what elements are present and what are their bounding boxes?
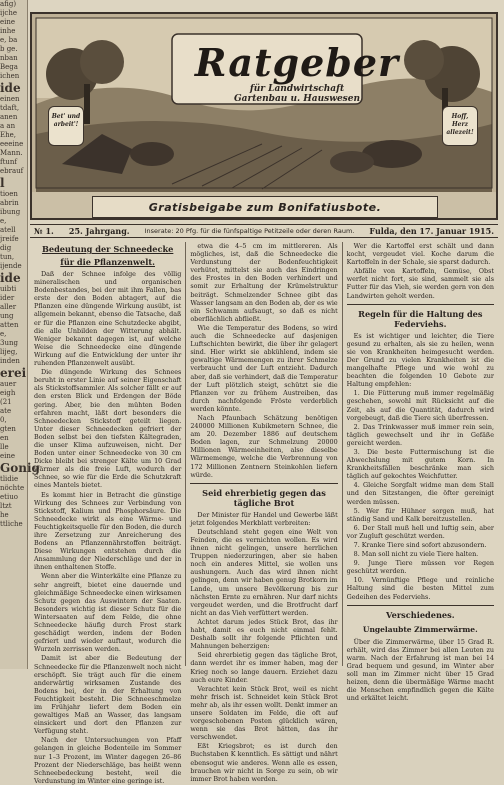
- issue-year: 25. Jahrgang.: [68, 226, 130, 236]
- paragraph: Eßt Kriegsbrot; es ist durch den Buchstaben K kenntlich. Es sättigt und nährt ebensogut wie anderes. Wenn alle es essen, brauchen wir nicht in Sorge zu sein, ob wir immer Brot haben werden.: [190, 742, 338, 783]
- strip-bold-line: erei: [0, 366, 27, 380]
- strip-line: ibung: [0, 208, 21, 216]
- strip-line: ttliche: [0, 520, 23, 528]
- paragraph: Nach Pfaunbach Schätzung benötigen 240000 Millionen Kubikmetern Schnee, die am 20. Dezember 1886 auf deutschem Boden lagen, zur Schmelzung 20000 Millionen Wärmeeinheiten, also dieselbe Wärmemenge, welche die Verbrennung von 172 Millionen Zentnern Steinkohlen liefern würde.: [190, 413, 338, 479]
- paragraph: Wenn aber die Winterkälte eine Pflanze zu sehr angreift, bietet eine dauernde und gleichmäßige Schneedecke einen wirksamen Schutz gegen das Auswintern der Saaten. Besonders wichtig ist dieser Schutz für die Wintersaaten auf dem Felde, die ohne Schneedecke häufig durch Frost stark geschädigt werden, indem der Boden gefriert und wieder auftaut, wodurch die Wurzeln zerrissen werden.: [34, 572, 182, 654]
- strip-line: ichen: [0, 72, 20, 80]
- strip-line: nban: [0, 54, 18, 62]
- paragraph: 1. Die Fütterung muß immer regelmäßig geschehen, sowohl mit Rücksicht auf die Zeit, als auf die Quantität, dadurch wird vorgebeugt, daß die Tiere sich überfressen.: [346, 389, 494, 422]
- paragraph: Seid ehrerbietig gegen das tägliche Brot, dann werdet ihr es immer haben, mag der Krieg noch so lange dauern. Erziehet dazu auch eure Kinder.: [190, 651, 338, 684]
- strip-line: lijeg,: [0, 348, 18, 356]
- col3-divider-1: [347, 304, 494, 305]
- column-2: [185, 242, 341, 783]
- strip-line: afig): [0, 0, 17, 8]
- paragraph: 5. Wer für Hühner sorgen muß, hat ständig Sand und Kalk bereitzustellen.: [346, 506, 494, 523]
- col2-heading: Seid ehrerbietig gegen das tägliche Brot: [202, 487, 326, 508]
- issue-info-bar: [30, 224, 498, 238]
- strip-line: ebrauf: [0, 167, 24, 175]
- strip-line: Ehe,: [0, 131, 16, 139]
- strip-line: 0,: [0, 416, 7, 424]
- column-1: [30, 242, 185, 785]
- strip-line: ijche: [0, 9, 17, 17]
- strip-line: a an: [0, 122, 16, 130]
- masthead-title: Ratgeber: [194, 40, 400, 85]
- strip-line: ate: [0, 407, 12, 415]
- masthead-subtitle-2: Gartenbau u. Hauswesen: [233, 94, 361, 104]
- paragraph: Es ist wichtiger und leichter, die Tiere gesund zu erhalten, als sie zu heilen, wenn sie von Krankheiten heimgesucht werden. Der Grund zu vielen Krankheiten ist die mangelhafte Pflege und wie wohl zu beachten die folgenden 10 Gebote zur Haltung empfehlen:: [346, 331, 494, 389]
- strip-line: anen: [0, 113, 18, 121]
- strip-line: einen: [0, 95, 20, 103]
- strip-bold-line: ide: [0, 81, 21, 95]
- strip-line: tlidie: [0, 475, 19, 483]
- col1-heading-2: für die Pflanzenwelt.: [60, 257, 156, 267]
- col1-heading-1: Bedeutung der Schneedecke: [41, 244, 174, 254]
- paragraph: etwa die 4–5 cm im mittlereren. Als mögliches, ist, daß die Schneedecke die Verdunstung der Bodenfeuchtigkeit verhütet, mittelst sie auch das Eindringen des Frostes in den Boden verhindert und somit zur Erhaltung der Krümelstruktur beiträgt. Schmelzender Schnee gibt das Wasser langsam an den Boden ab, der es wie ein Schwamm aufsaugt, so daß es nicht oberflächlich abfließt.: [190, 242, 338, 323]
- strip-line: (21: [0, 398, 12, 406]
- article-columns: [30, 242, 498, 785]
- strip-line: en: [0, 434, 9, 442]
- strip-line: e,: [0, 217, 7, 225]
- paragraph: Die düngende Wirkung des Schnees beruht in erster Linie auf seiner Eigenschaft als Stickstoffsammler. Als solcher fällt er auf den ersten Blick und Erdengen der Böde gering. Aber, bie den mühten Boden erfahren macht, läßt dort besonders die Schneedecken Stickstoff geteilt liegen. Unter dieser Schneedecken gefriert der Boden selbst bei den tiefsten Kältegraden, die unser Klima aufzuweisen, nicht. Der Boden unter einer Schneedecke von 30 cm Dicke bleibt bei strenger Kälte um 10 Grad wärmer als die freie Luft, wodurch der Schnee, so wie für die Erde die Schutzkraft eines Mantels bietet.: [34, 368, 182, 490]
- motto-left-box: [48, 106, 84, 146]
- strip-line: inden: [0, 357, 20, 365]
- col3-heading: Regeln für die Haltung des Federviehs.: [358, 308, 483, 329]
- paragraph: Damit ist aber die Bedeutung der Schneedecke für die Pflanzenwelt noch nicht erschöpft. Sie trägt auch für die einem anderwärtig wirksamen Zustande des Bodens bei, der in der Erhaltung von Feuchtigkeit besteht. Die Schneeschmelze im Frühjahr liefert dem Boden ein gewaltiges Maß an Wasser, das langsam einsickert und dort den Pflanzen zur Verfügung steht.: [34, 654, 182, 736]
- place-date: Fulda, den 17. Januar 1915.: [369, 226, 494, 236]
- col2-body-bottom: [190, 511, 337, 783]
- strip-line: tioen: [0, 190, 18, 198]
- strip-line: eigh: [0, 389, 16, 397]
- strip-line: b ge.: [0, 45, 18, 53]
- paragraph: Nach der Untersuchungen von Pfaff gelangen in gleiche Bodenteile im Sommer nur 1–3 Prozent, im Winter dagegen 26–86 Prozent der Niederschläge, bas heißt wenn Schneebedeckung besteht, weil die Verdunstung im Winter eine geringe ist.: [34, 736, 182, 785]
- motto-right-box: [442, 106, 478, 146]
- strip-line: ftunf: [0, 158, 18, 166]
- strip-line: ltzt: [0, 502, 12, 510]
- masthead: [30, 12, 498, 220]
- paragraph: 7. Kranke Tiere sind sofort abzusondern.: [353, 541, 487, 549]
- col1-body: [34, 270, 181, 785]
- masthead-subtitle-1: für Landwirtschaft: [249, 84, 345, 94]
- motto-right-text: Hoff, Herz allezeit!: [446, 113, 474, 136]
- col3-body-bottom: [347, 638, 494, 703]
- strip-line: eeeine: [0, 140, 24, 148]
- strip-line: etiuo: [0, 493, 18, 501]
- ad-rate: Inserate: 20 Pfg. für die fünfspaltige Petitzeile oder deren Raum.: [144, 227, 355, 235]
- paragraph: 3. Die beste Futtermischung ist die Abwechslung mit gutem Korn. In Krankheitsfällen beschränke man sich täglich auf gekochtes Weichfutter.: [346, 447, 494, 481]
- masthead-banner: [92, 196, 438, 218]
- strip-line: auer: [0, 380, 17, 388]
- strip-line: eine: [0, 18, 16, 26]
- col3-heading-2: Verschiedenes.: [386, 609, 455, 620]
- strip-line: e, ba: [0, 36, 18, 44]
- strip-line: ung: [0, 312, 14, 320]
- column-3: [342, 242, 498, 703]
- col2-divider: [190, 483, 337, 484]
- strip-line: tdaft,: [0, 104, 20, 112]
- paragraph: 9. Junge Tiere müssen vor Regen geschützt werden.: [346, 559, 494, 576]
- paragraph: Abfälle von Kartoffeln, Gemüse, Obst werfet nicht fort, sie sind, sammelt sie als Futter für das Vieh, sie werden gern von den Landwirten geholt werden.: [346, 267, 494, 300]
- strip-line: gten: [0, 425, 16, 433]
- strip-line: e,: [0, 330, 7, 338]
- strip-bold-line: Gonig: [0, 461, 40, 475]
- strip-line: he: [0, 511, 9, 519]
- strip-line: eine: [0, 452, 16, 460]
- paragraph: Verachtet kein Stück Brot, weil es nicht mehr frisch ist. Schneidet kein Stück Brot mehr ab, als ihr essen wollt. Denkt immer an unsere Soldaten im Felde, die oft auf vorgeschobenen Posten glücklich wären, wenn sie das Brot hätten, das ihr verschwendet.: [190, 684, 338, 742]
- strip-line: aller: [0, 303, 17, 311]
- strip-line: uibti: [0, 285, 17, 293]
- paragraph: 10. Vernünftige Pflege und reinliche Haltung sind die besten Mittel zum Gedeihen des Federviehs.: [346, 576, 494, 601]
- paragraph: 4. Gleiche Sorgfalt widme man dem Stall und den Sitzstangen, die öfter gereinigt werden müssen.: [346, 481, 494, 506]
- issue-number: № 1.: [34, 226, 54, 236]
- masthead-title-block: [182, 40, 412, 104]
- strip-line: atten: [0, 321, 19, 329]
- paragraph: 8. Man soll nicht zu viele Tiere halten.: [353, 550, 479, 559]
- paragraph: Wie die Temperatur des Bodens, so wird auch die Schneedecke auf dasjenigen Luftschichten bewirkt, die über ihr gelagert sind. Hier wirkt sie abkühlend, indem sie gewaltige Wärmemengen zu ihrer Schmelze verbraucht und der Luft entzieht. Dadurch aber, daß sie verhindert, daß die Temperatur der Luft plötzlich steigt, schützt sie die Pflanzen vor zu frühem Austreiben, das durch nachfolgende Fröste verderblich werden könnte.: [190, 323, 338, 413]
- strip-line: ijende: [0, 262, 22, 270]
- strip-line: Bega: [0, 63, 18, 71]
- strip-line: 3ung: [0, 339, 18, 347]
- strip-line: inhe: [0, 27, 16, 35]
- adjacent-page-strip: [0, 0, 40, 669]
- strip-bold-line: ide: [0, 271, 21, 285]
- strip-line: ider: [0, 294, 15, 302]
- col3-divider-2: [347, 605, 494, 606]
- paragraph: 6. Der Stall muß hell und luftig sein, aber vor Zugluft geschützt werden.: [346, 523, 494, 540]
- paragraph: Der Minister für Handel und Gewerbe läßt jetzt folgendes Merkblatt verbreiten:: [190, 510, 338, 527]
- motto-left-text: Bet' und arbeit'!: [51, 113, 81, 128]
- strip-line: dig: [0, 244, 12, 252]
- strip-line: tun,: [0, 253, 15, 261]
- masthead-banner-text: Gratisbeigabe zum Bonifatiusbote.: [148, 200, 382, 214]
- strip-bold-line: l: [0, 176, 5, 190]
- paragraph: Wer die Kartoffel erst schält und dann kocht, vergeudet viel. Koche darum die Kartoffeln in der Schale, sie sparst dadurch.: [346, 242, 494, 267]
- paragraph: Über die Zimmerwärme, über 15 Grad R. erhält, wird das Zimmer bei allen Leuten zu warm. Nach der Erfahrung ist man bei 14 Grad bequem und gesund, im Winter aber soll man im Zimmer nicht über 15 Grad heizen, denn die übermäßige Wärme macht die Menschen empfindlich gegen die Kälte und erkältet leicht.: [346, 637, 494, 703]
- paragraph: Deutschland steht gegen eine Welt von Feinden, die es vernichten wollen. Es wird ihnen nicht gelingen, unsere herrlichen Truppen niederzuringen, aber sie haben noch ein anderes Mittel, sie wollen uns aushungern. Auch das wird ihnen nicht gelingen, denn wir haben genug Brotkorn im Lande, um unsere Bevölkerung bis zur nächsten Ernte zu ernähren. Nur darf nichts vergeudet werden, und die Brotfrucht darf nicht an das Vieh verfüttert werden.: [190, 527, 338, 617]
- col2-body-top: [190, 242, 337, 479]
- paragraph: 2. Das Trinkwasser muß immer rein sein, täglich gewechselt und ihr in Gefäße gereicht werden.: [346, 422, 494, 447]
- col3-body-top: [347, 242, 494, 300]
- strip-line: jreife: [0, 235, 19, 243]
- strip-line: lle: [0, 443, 9, 451]
- strip-line: atell: [0, 226, 16, 234]
- strip-line: Mann.: [0, 149, 23, 157]
- col3-body-mid: [347, 332, 494, 601]
- strip-line: abrin: [0, 199, 19, 207]
- strip-line: nöchte: [0, 484, 25, 492]
- paragraph: Achtet darum jedes Stück Brot, das ihr habt, damit es euch nicht einmal fehlt. Deshalb sollt ihr folgende Pflichten und Mahnungen beherzigen:: [190, 617, 338, 651]
- paragraph: Es kommt hier in Betracht die günstige Wirkung des Schnees zur Verbindung von Stickstoff, Kalium und Phosphorsäure. Die Schneedecke wirkt als eine Wärme- und Feuchtigkeitsquelle für den Boden, die durch ihre Zersetzung zur Anreicherung des Bodens an Pflanzennährstoffen beiträgt. Diese Wirkungen entstehen durch die Ansammlung der Niederschläge und der in ihnen enthaltenen Stoffe.: [34, 490, 182, 572]
- col3-subheading: Ungelaubte Zimmerwärme.: [362, 624, 478, 634]
- paragraph: Daß der Schnee infolge des völlig mineralischen und organischen Bodenbestandes, bei der mit ihm Fallen, bas erste der den Boden abtagert, auf die Pflanzen eine düngende Wirkung ausübt, ist allgemein bekannt, ebenso die Tatsache, daß er für die Pflanzen eine Schutzdecke abgibt, die alle Unbilden der Witterung abhält. Weniger bekannt dagegen ist, auf welche Weise die Schneedecke eine düngende Wirkung auf die Entwicklung der unter ihr ruhenden Pflanzenwelt ausübt.: [34, 270, 182, 368]
